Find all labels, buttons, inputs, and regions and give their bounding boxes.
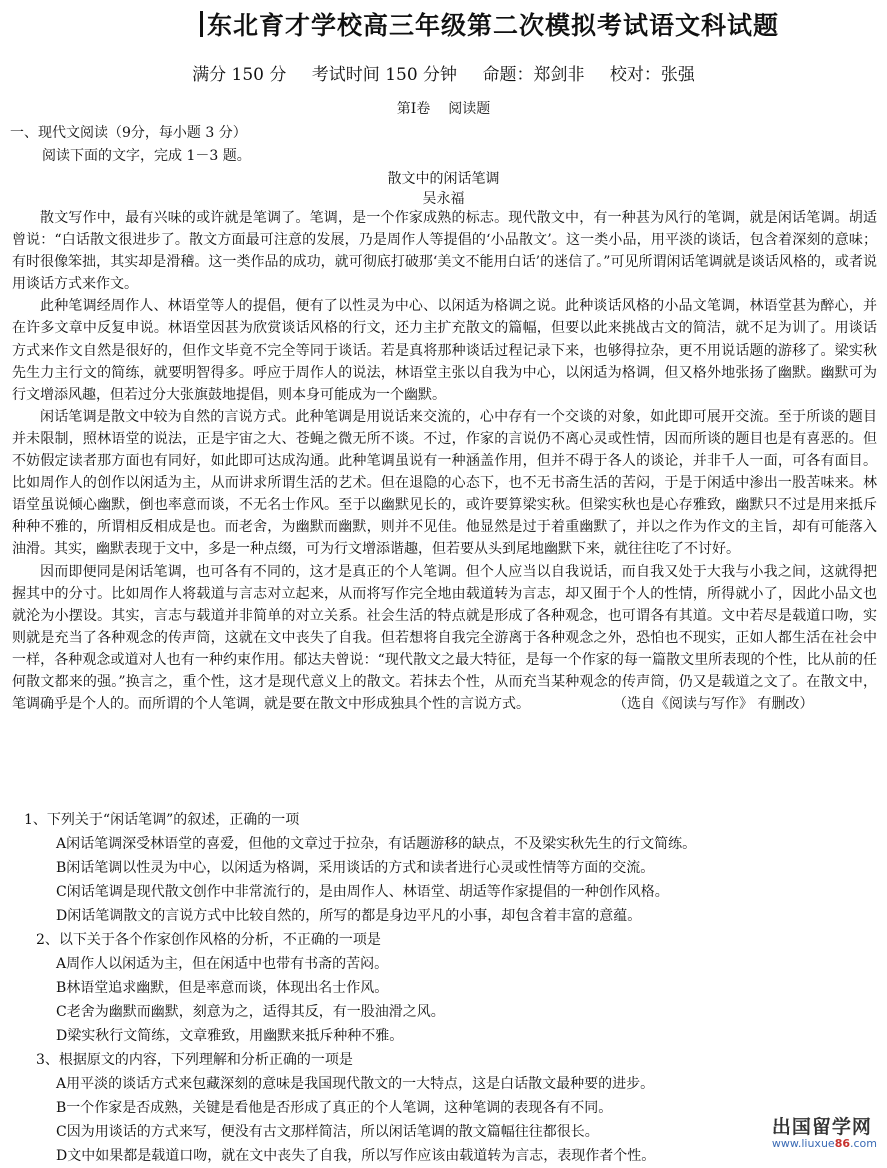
option-d: D文中如果都是载道口吻，就在文中丧失了自我，所以写作应该由载道转为言志，表现作者个性。 [56,1148,656,1164]
article-body [12,207,877,715]
exam-title: 东北育才学校高三年级第二次模拟考试语文科试题 [200,6,779,42]
watermark-text: 出国留学网 [771,1116,872,1138]
option-a: A闲话笔调深受林语堂的喜爱，但他的文章过于拉杂，有话题游移的缺点，不及梁实秋先生的行文简练。 [56,836,697,852]
exam-time: 考试时间 150 分钟 [311,65,458,85]
option-b: B一个作家是否成熟，关键是看他是否形成了真正的个人笔调，这种笔调的表现各有不同。 [56,1100,613,1116]
section-instruction: 阅读下面的文字，完成 1－3 题。 [42,148,251,164]
option-d: D梁实秋行文简练，文章雅致，用幽默来抵斥种种不雅。 [56,1028,404,1044]
question-2 [24,928,874,1048]
exam-meta [0,60,887,85]
section-heading: 一、现代文阅读（9分，每小题 3 分） [10,125,247,141]
option-c: C闲话笔调是现代散文创作中非常流行的，是由周作人、林语堂、胡适等作家提倡的一种创作风格。 [56,884,669,900]
setter: 命题：郑剑非 [482,65,585,85]
question-stem: 3、根据原文的内容，下列理解和分析正确的一项是 [36,1052,353,1068]
proofreader: 校对：张强 [609,65,695,85]
paragraph: 闲话笔调是散文中较为自然的言说方式。此种笔调是用说话来交流的，心中存有一个交谈的对象，如此即可展开交流。至于所谈的题目并未限制，照林语堂的说法，正是宇宙之大、苍蝇之微无所不谈。不过，作家的言说仍不离心灵或性情，因而所谈的题目也是有喜恶的。但不妨假定读者那方面也有同好，如此即可达成沟通。此种笔调虽说有一种涵盖作用，但并不碍于各人的谈论，并非千人一面，可各有面目。比如周作人的创作以闲适为主，从而讲求所谓生活的艺术。但在退隐的心态下，也不无书斋生活的苦闷，于是于闲适中渗出一股苦味来。林语堂虽说倾心幽默，倒也率意而谈，不无名士作风。至于以幽默见长的，或许要算梁实秋。但梁实秋也是心存雅致，幽默只不过是用来抵斥种种不雅的，所谓相反相成是也。而老舍，为幽默而幽默，则并不见佳。他显然是过于着重幽默了，并以之作为作文的主旨，却有可能落入油滑。其实，幽默表现于文中，多是一种点缀，可为行文增添谐趣，但若要从头到尾地幽默下来，就往往吃了不讨好。 [12,408,877,558]
paragraph: 因而即便同是闲话笔调，也可各有不同的，这才是真正的个人笔调。但个人应当以自我说话，而自我又处于大我与小我之间，这就得把握其中的分寸。比如周作人将载道与言志对立起来，从而将写作完全地由载道转为言志，却又囿于个人的性情，所得就小了，因此小品文也就沦为小摆设。其实，言志与载道并非简单的对立关系。社会生活的特点就是形成了各种观念，也可谓各有其道。文中若尽是载道口吻，实则就是充当了各种观念的传声筒，这就在文中丧失了自我。但若想将自我完全游离于各种观念之外，恐怕也不现实，正如人都生活在社会中一样，各种观念或道对人也有一种约束作用。郁达夫曾说：“现代散文之最大特征，是每一个作家的每一篇散文里所表现的个性，比从前的任何散文都来的强。”换言之，重个性，这才是现代意义上的散文。若抹去个性，从而充当某种观念的传声筒，仍又是载道之文了。在散文中，笔调确乎是个人的。而所谓的个人笔调，就是要在散文中形成独具个性的言说方式。 （选自《阅读与写作》 有删改） [12,563,877,713]
option-b: B林语堂追求幽默，但是率意而谈，体现出名士作风。 [56,980,389,996]
paragraph: 此种笔调经周作人、林语堂等人的提倡，便有了以性灵为中心、以闲适为格调之说。此种谈话风格的小品文笔调，林语堂甚为醉心，并在许多文章中反复申说。林语堂因甚为欣赏谈话风格的行文，还力主扩充散文的篇幅，但要以此来挑战古文的简洁，就不足为训了。用谈话方式来作文自然是很好的，但作文毕竟不完全等同于谈话。若是真将那种谈话过程记录下来，也够得拉杂，更不用说话题的游移了。梁实秋先生力主行文的简练，就要明智得多。呼应于周作人的说法，林语堂主张以自我为中心，以闲适为格调，但又格外地张扬了幽默。幽默可为行文增添风趣，但若过分大张旗鼓地提倡，则本身可能成为一个幽默。 [12,298,877,403]
article-source: （选自《阅读与写作》 有删改） [620,696,814,713]
text-cursor [200,11,203,37]
volume-number: 第Ⅰ卷 [396,101,431,117]
question-list [24,808,874,1168]
option-c: C因为用谈话的方式来写，便没有古文那样简洁，所以闲话笔调的散文篇幅往往都很长。 [56,1124,599,1140]
question-stem: 1、下列关于“闲话笔调”的叙述，正确的一项 [24,812,300,828]
volume-heading [0,98,887,118]
option-a: A周作人以闲适为主，但在闲适中也带有书斋的苦闷。 [56,956,389,972]
question-stem: 2、以下关于各个作家创作风格的分析，不正确的一项是 [36,932,381,948]
volume-name: 阅读题 [448,101,491,117]
option-b: B闲话笔调以性灵为中心，以闲适为格调，采用谈话的方式和读者进行心灵或性情等方面的交流。 [56,860,655,876]
watermark-url: www.liuxue86.com [771,1137,877,1150]
option-d: D闲话笔调散文的言说方式中比较自然的，所写的都是身边平凡的小事，却包含着丰富的意蕴。 [56,908,642,924]
paragraph: 散文写作中，最有兴味的或许就是笔调了。笔调，是一个作家成熟的标志。现代散文中，有一种甚为风行的笔调，就是闲话笔调。胡适曾说：“白话散文很进步了。散文方面最可注意的发展，乃是周作人等提倡的‘小品散文’。这一类小品，用平淡的谈话，包含着深刻的意味；有时很像笨拙，其实却是滑稽。这一类作品的成功，就可彻底打破那‘美文不能用白话’的迷信了。”可见所谓闲话笔调就是谈话风格的，或者说用谈话方式来作文。 [12,210,877,293]
option-a: A用平淡的谈话方式来包藏深刻的意味是我国现代散文的一大特点，这是白话散文最种要的进步。 [56,1076,655,1092]
article-title: 散文中的闲话笔调 [387,171,500,187]
question-1 [24,808,874,928]
site-watermark [772,1112,877,1150]
option-c: C老舍为幽默而幽默，刻意为之，适得其反，有一股油滑之风。 [56,1004,445,1020]
article-author: 吴永福 [422,191,465,207]
question-3 [24,1048,874,1168]
full-score: 满分 150 分 [192,65,287,85]
